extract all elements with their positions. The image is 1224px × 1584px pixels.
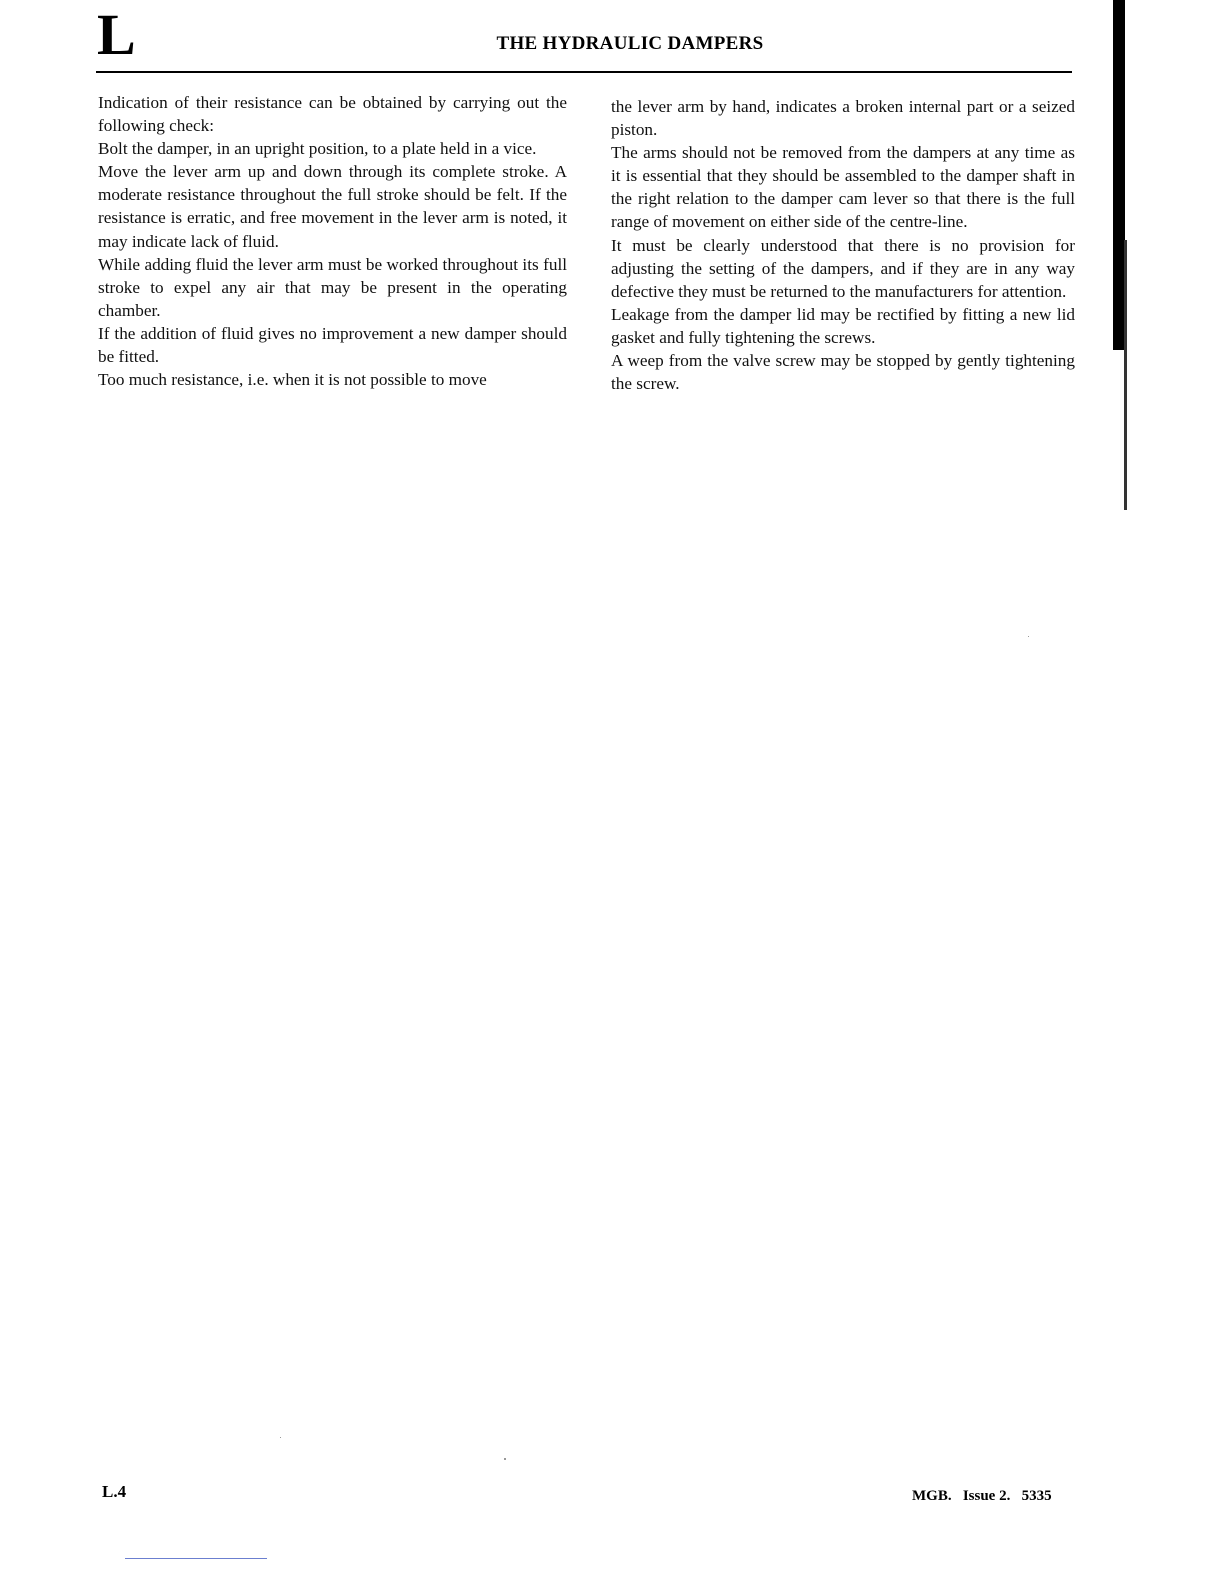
left-paragraph-5: If the addition of fluid gives no improvement a new damper should be fitted. (98, 323, 567, 367)
page-edge-shadow (1124, 240, 1127, 510)
right-paragraph-3: It must be clearly understood that there is no provision for adjusting the setting of the dampers, and if they are in any way defective they must be returned to the manufacturers for attention. (611, 235, 1075, 301)
right-paragraph-1: the lever arm by hand, indicates a broken internal part or a seized piston. (611, 97, 1075, 140)
bottom-underline (125, 1558, 267, 1559)
scan-speck (504, 1458, 506, 1460)
right-paragraph-4: Leakage from the damper lid may be rectified by fitting a new lid gasket and fully tightening the screws. (611, 304, 1075, 347)
left-paragraph-1: Indication of their resistance can be obtained by carrying out the following check: (98, 93, 567, 136)
left-paragraph-4: While adding fluid the lever arm must be worked throughout its full stroke to expel any air that may be present in the operating chamber. (98, 254, 567, 320)
publication-info: MGB. Issue 2. 5335 (912, 1488, 1052, 1504)
scan-speck (1028, 636, 1029, 637)
left-paragraph-6: Too much resistance, i.e. when it is not possible to move (98, 370, 487, 390)
right-paragraph-2: The arms should not be removed from the dampers at any time as it is essential that they should be assembled to the damper shaft in the right relation to the damper cam lever so that there is the full range of movement on either side of the centre-line. (611, 143, 1075, 232)
left-paragraph-2: Bolt the damper, in an upright position, to a plate held in a vice. (98, 139, 537, 159)
header-rule (96, 71, 1072, 73)
page-title: THE HYDRAULIC DAMPERS (496, 33, 764, 54)
scan-speck (280, 1437, 281, 1438)
left-column (98, 91, 567, 391)
right-paragraph-5: A weep from the valve screw may be stopped by gently tightening the screw. (611, 351, 1075, 394)
left-paragraph-3: Move the lever arm up and down through its complete stroke. A moderate resistance throughout the full stroke should be felt. If the resistance is erratic, and free movement in the lever arm is noted, it may indicate lack of fluid. (98, 162, 567, 251)
section-letter: L (97, 2, 136, 67)
right-column (611, 95, 1075, 395)
page-number: L.4 (102, 1482, 127, 1501)
